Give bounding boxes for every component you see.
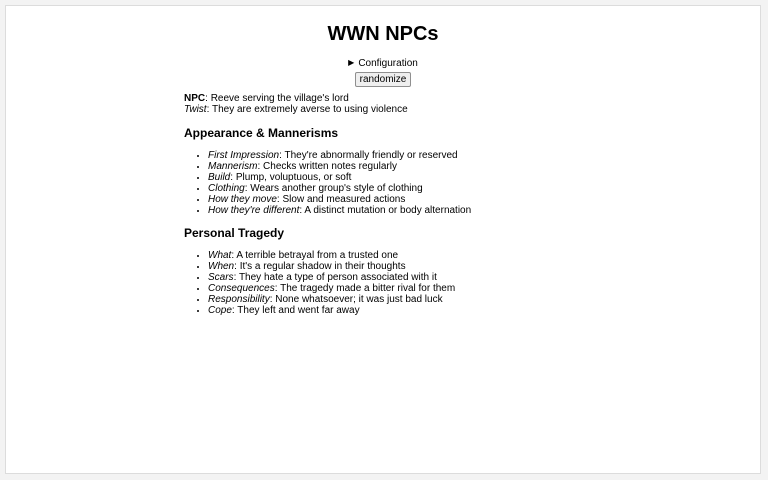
npc-label: NPC [184, 93, 206, 104]
list-item: • Consequences: The tragedy made a bitter rival for them [208, 283, 455, 294]
item-value: A terrible betrayal from a trusted one [236, 250, 399, 261]
item-value: It's a regular shadow in their thoughts [239, 261, 406, 272]
list-item: • Mannerism: Checks written notes regularly [208, 161, 471, 172]
item-value: They hate a type of person associated with it [238, 272, 437, 283]
twist-value: They are extremely averse to using violence [211, 104, 408, 115]
item-value: Wears another group's style of clothing [250, 183, 423, 194]
randomize-button[interactable]: randomize [355, 72, 412, 87]
appearance-heading: Appearance & Mannerisms [184, 126, 339, 140]
item-label: What [208, 250, 232, 261]
item-label: Scars [208, 272, 234, 283]
item-value: The tragedy made a bitter rival for them [280, 283, 456, 294]
item-label: How they move [208, 194, 277, 205]
item-label: Consequences [208, 283, 275, 294]
npc-intro [184, 93, 408, 115]
item-value: Plump, voluptuous, or soft [235, 172, 352, 183]
npc-value: Reeve serving the village's lord [210, 93, 349, 104]
item-label: When [208, 261, 235, 272]
list-item: • Clothing: Wears another group's style of clothing [208, 183, 471, 194]
item-value: Slow and measured actions [282, 194, 406, 205]
item-label: Responsibility [208, 294, 270, 305]
list-item: • Cope: They left and went far away [208, 305, 455, 316]
item-label: Clothing [208, 183, 245, 194]
list-item: • Responsibility: None whatsoever; it was just bad luck [208, 294, 455, 305]
item-value: They left and went far away [237, 305, 360, 316]
list-item: • How they move: Slow and measured actions [208, 194, 471, 205]
appearance-list [184, 150, 471, 216]
item-value: None whatsoever; it was just bad luck [275, 294, 443, 305]
triangle-right-icon: ▶ [348, 58, 355, 67]
item-label: Cope [208, 305, 232, 316]
randomize-container [6, 69, 760, 87]
tragedy-list [184, 250, 455, 316]
item-label: How they're different [208, 205, 300, 216]
item-label: Build [208, 172, 231, 183]
list-item: • First Impression: They're abnormally friendly or reserved [208, 150, 471, 161]
item-label: Mannerism [208, 161, 258, 172]
list-item: • How they're different: A distinct mutation or body alternation [208, 205, 471, 216]
list-item: • When: It's a regular shadow in their thoughts [208, 261, 455, 272]
list-item: • Build: Plump, voluptuous, or soft [208, 172, 471, 183]
npc-line: NPC: Reeve serving the village's lord [184, 93, 349, 104]
page-frame [5, 5, 761, 474]
item-value: Checks written notes regularly [263, 161, 397, 172]
item-label: First Impression [208, 150, 280, 161]
page-title: WWN NPCs [327, 23, 439, 45]
configuration-label: Configuration [358, 58, 418, 69]
list-item: • Scars: They hate a type of person associated with it [208, 272, 455, 283]
tragedy-heading: Personal Tragedy [184, 226, 285, 240]
list-item: • What: A terrible betrayal from a trusted one [208, 250, 455, 261]
twist-label: Twist [184, 104, 207, 115]
item-value: They're abnormally friendly or reserved [284, 150, 458, 161]
twist-line: Twist: They are extremely averse to using violence [184, 104, 408, 115]
item-value: A distinct mutation or body alternation [304, 205, 472, 216]
